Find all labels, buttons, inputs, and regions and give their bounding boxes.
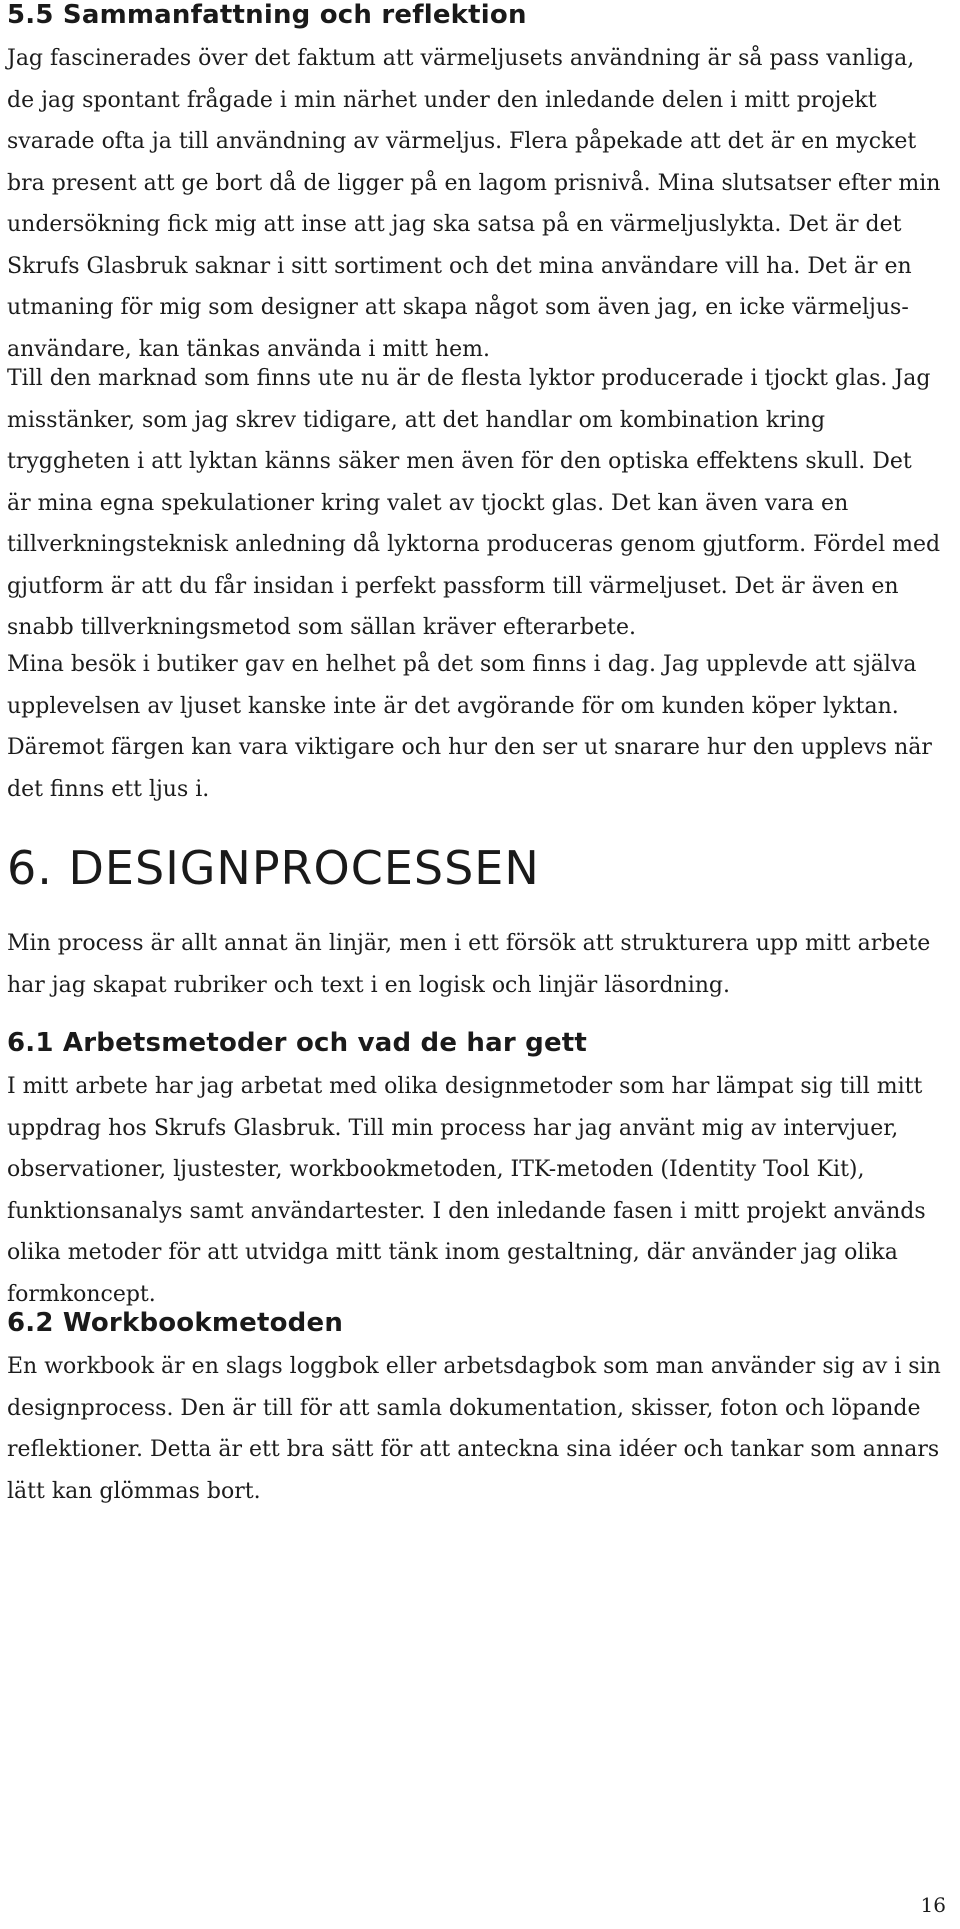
section-5-5-paragraph-2: Till den marknad som finns ute nu är de flesta lyktor producerade i tjockt glas. Jag misstänker, som jag skrev tidigare, att det handlar om kombination kring tryggheten i att lyktan känns säker men även för den optiska effektens skull. Det är mina egna spekulationer kring valet av tjockt glas. Det kan även vara en tillverkningsteknisk anledning då lyktorna produceras genom gjutform. Fördel med gjutform är att du får insidan i perfekt passform till värmeljuset. Det är även en snabb tillverkningsmetod som sällan kräver efterarbete.: [7, 366, 941, 640]
chapter-6-heading: 6. DESIGNPROCESSEN: [7, 841, 540, 895]
chapter-6-intro: Min process är allt annat än linjär, men i ett försök att strukturera upp mitt arbete har jag skapat rubriker och text i en logisk och linjär läsordning.: [7, 931, 931, 998]
section-6-2-heading: 6.2 Workbookmetoden: [7, 1308, 344, 1338]
section-5-5-heading: 5.5 Sammanfattning och reflektion: [7, 0, 527, 30]
section-6-2-paragraph: En workbook är en slags loggbok eller arbetsdagbok som man använder sig av i sin designprocess. Den är till för att samla dokumentation, skisser, foton och löpande reflektioner. Detta är ett bra sätt för att anteckna sina idéer och tankar som annars lätt kan glömmas bort.: [7, 1354, 941, 1504]
section-5-5-paragraph-3: Mina besök i butiker gav en helhet på det som finns i dag. Jag upplevde att själva upplevelsen av ljuset kanske inte är det avgörande för om kunden köper lyktan. Däremot färgen kan vara viktigare och hur den ser ut snarare hur den upplevs när det finns ett ljus i.: [7, 652, 932, 802]
section-6-1-paragraph: I mitt arbete har jag arbetat med olika designmetoder som har lämpat sig till mitt uppdrag hos Skrufs Glasbruk. Till min process har jag använt mig av intervjuer, observationer, ljustester, workbookmetoden, ITK-metoden (Identity Tool Kit), funktionsanalys samt användartester. I den inledande fasen i mitt projekt används olika metoder för att utvidga mitt tänk inom gestaltning, där använder jag olika formkoncept.: [7, 1074, 926, 1307]
section-5-5-paragraph-1: Jag fascinerades över det faktum att värmeljusets användning är så pass vanliga, de jag spontant frågade i min närhet under den inledande delen i mitt projekt svarade ofta ja till användning av värmeljus. Flera påpekade att det är en mycket bra present att ge bort då de ligger på en lagom prisnivå. Mina slutsatser efter min undersökning fick mig att inse att jag ska satsa på en värmeljuslykta. Det är det Skrufs Glasbruk saknar i sitt sortiment och det mina användare vill ha. Det är en utmaning för mig som designer att skapa något som även jag, en icke värmeljus-användare, kan tänkas använda i mitt hem.: [7, 46, 941, 362]
page-number: 16: [920, 1893, 946, 1917]
section-6-1-heading: 6.1 Arbetsmetoder och vad de har gett: [7, 1028, 588, 1058]
